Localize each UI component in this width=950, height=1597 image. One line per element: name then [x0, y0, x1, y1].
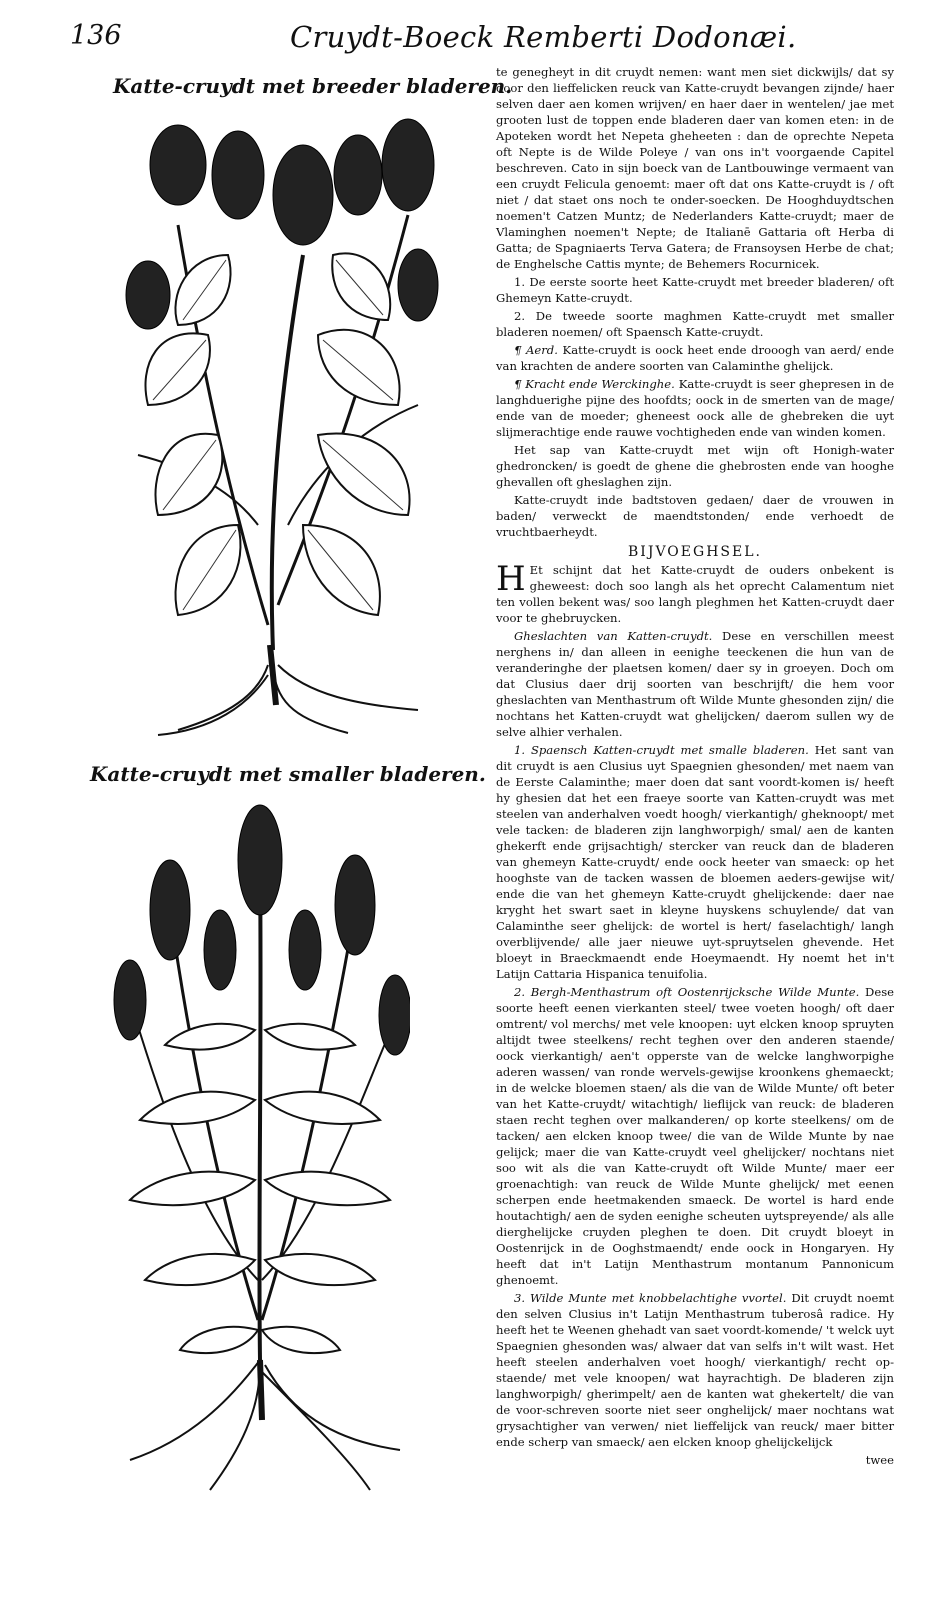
page-number: 136 [70, 20, 122, 51]
species-2-label: 2. Bergh-Menthastrum oft Oostenrijcksche Wilde Munte. [514, 985, 860, 999]
figure-caption-narrow: Katte-cruydt met smaller bladeren. [90, 762, 486, 786]
kracht-paragraph-2: Het sap van Katte-cruydt met wijn oft Honigh-water ghedroncken/ is goedt de ghene die ghebrosten ende van hooghe ghevallen oft gheslaghen zijn. [496, 443, 894, 489]
kracht-label: ¶ Kracht ende Werckinghe. [514, 377, 675, 391]
woodcut-broadleaf-catmint-icon [118, 105, 444, 737]
kracht-paragraph [496, 376, 894, 440]
kracht-paragraph-3: Katte-cruydt inde badtstoven gedaen/ daer de vrouwen in baden/ verweckt de maendtstonden/ ende verhoedt de vruchtbaerheydt. [496, 493, 894, 539]
aerd-text: Katte-cruydt is oock heet ende drooogh van aerd/ ende van krachten de andere soorten van Calaminthe ghelijck. [496, 343, 895, 373]
species-2-text: Dese soorte heeft eenen vierkanten steel/ twee voeten hoogh/ oft daer omtrent/ vol merchs/ met vele knoopen: uyt elcken knoop spruyten altijdt twee steelkens/ recht teghen over den anderen staende/ oock vierkantigh/ aen't opperste van de welcke langhworpighe aderen wassen/ van ronde wervels-gewijse kroonkens ghemaeckt; in de welcke bloemen staen/ als die van de Wilde Munte/ oft beter van het Katte-cruydt/ witachtigh/ lieflijck van reuck: de bladeren staen recht teghen over malkanderen/ op korte steelkens/ om de tacken/ aen elcken knoop twee/ die van de Wilde Munte by nae gelijck; maer die van Katte-cruydt veel ghelijcker/ nochtans niet soo wit als die van Katte-cruydt oft Wilde Munte/ maer eer groenachtigh: van reuck de Wilde Munte ghelijck/ met eenen scherpen ende heetmakenden smaeck. De wortel is hard ende houtachtigh/ aen de syden eenighe scheuten uytspreyende/ als alle dierghelijcke cruyden pleghen te doen. Dit cruydt bloeyt in Oostenrijck in de Ooghstmaendt/ ende oock in Hongaryen. Hy heeft dat in't Latijn Menthastrum montanum Pannonicum ghenoemt. [496, 985, 894, 1287]
kracht-text: Katte-cruydt is seer ghepresen in de langhduerighe pijne des hoofdts; oock in de smerten van de mage/ ende van de moeder; gheneest oock alle de ghebreken die uyt slijmerachtige ende rauwe vochtigheden ende van winden komen. [496, 377, 895, 439]
bijvoeghsel-heading: BIJVOEGHSEL. [628, 544, 762, 560]
bijvoeghsel-text: Et schijnt dat het Katte-cruydt de ouders onbekent is gheweest: doch soo langh als het oprecht Calamentum niet ten vollen bekent was/ soo langh pleghmen het Katten-cruydt daer voor te ghebruycken. [496, 563, 894, 625]
species-1 [496, 742, 894, 982]
species-1-label: 1. Spaensch Katten-cruydt met smalle bladeren. [514, 743, 809, 757]
text-column [496, 64, 894, 1468]
aerd-paragraph [496, 342, 894, 374]
intro-paragraph: te genegheyt in dit cruydt nemen: want men siet dickwijls/ dat sy door den lieffelicken reuck van Katte-cruydt bevangen zijnde/ haer selven daer aen komen wrijven/ en haer daer in wentelen/ jae met grooten lust de toppen ende bladeren daer van komen eten: in de Apoteken wordt het Nepeta gheheeten : dan de oprechte Nepeta oft Nepte is de Wilde Poleye / van ons in't voorgaende Capitel beschreven. Cato in sijn boeck van de Lantbouwinge vermaent van een cruydt Felicula genoemt: maer oft dat ons Katte-cruydt is / oft niet / dat staet ons noch te onder-soecken. De Hooghduydtschen noemen't Catzen Muntz; de Nederlanders Katte-cruydt; maer de Vlaminghen noemen't Nepte; de Italianē Gattaria oft Herba di Gatta; de Spagniaerts Terva Gatera; de Fransoysen Herbe de chat; de Enghelsche Cattis mynte; de Behemers Rocurnicek. [496, 65, 894, 271]
geslachten-text: Dese en verschillen meest nerghens in/ dan alleen in eenighe teeckenen die hun van de veranderinghe der plaetsen komen/ daer sy in groeyen. Doch om dat Clusius daer drij soorten van beschrijft/ die hem voor gheslachten van Menthastrum oft Wilde Munte ghesonden zijn/ die nochtans het Katten-cruydt wat ghelijcken/ daerom sullen wy de selve alhier verhalen. [496, 629, 894, 739]
catchword: twee [865, 1453, 894, 1467]
kind-1: 1. De eerste soorte heet Katte-cruydt met breeder bladeren/ oft Ghemeyn Katte-cruydt. [496, 275, 894, 305]
bijvoeghsel-paragraph [496, 559, 894, 626]
geslachten-label: Gheslachten van Katten-cruydt. [514, 629, 713, 643]
drop-cap: H [496, 559, 526, 599]
geslachten-paragraph [496, 628, 894, 740]
running-title: Cruydt-Boeck Remberti Dodonæi. [290, 20, 797, 54]
aerd-label: ¶ Aerd. [514, 343, 558, 357]
species-1-text: Het sant van dit cruydt is aen Clusius uyt Spaegnien ghesonden/ met naem van de Eerste Calaminthe; maer doen dat sant voordt-komen is/ heeft hy ghesien dat het een fraeye soorte van Katten-cruydt was met steelen van anderhalven voedt hoogh/ vierkantigh/ gheknoopt/ met vele tacken: de bladeren zijn langhworpigh/ smal/ aen de kanten ghekerft ende grijsachtigh/ stercker van reuck dan de bladeren van ghemeyn Katte-cruydt/ ende oock heeter van smaeck: op het hooghste van de tacken wassen de bloemen aeders-gewijse wit/ ende die van het ghemeyn Katte-cruydt ghelijckende: daer nae kryght het swart saet in kleyne huyskens schuylende/ dat van Calaminthe seer ghelijck: de wortel is hert/ faselachtigh/ langh overblijvende/ alle jaer nieuwe uyt-spruytselen ghevende. Het bloeyt in Braeckmaendt ende Hoeymaendt. Hy noemt het in't Latijn Cattaria Hispanica tenuifolia. [496, 743, 894, 981]
kind-2: 2. De tweede soorte maghmen Katte-cruydt met smaller bladeren noemen/ oft Spaensch Katte-cruydt. [496, 309, 894, 339]
species-3 [496, 1290, 894, 1450]
species-3-label: 3. Wilde Munte met knobbelachtighe vvortel. [514, 1291, 787, 1305]
woodcut-narrowleaf-catmint-icon [110, 800, 410, 1500]
species-2 [496, 984, 894, 1288]
figure-caption-broad: Katte-cruydt met breeder bladeren. [113, 74, 513, 98]
species-3-text: Dit cruydt noemt den selven Clusius in't Latijn Menthastrum tuberosâ radice. Hy heeft het te Weenen ghehadt van saet voordt-komende/ 't welck uyt Spaegnien ghesonden was/ alwaer dat van selfs in't wilt wast. Het heeft steelen anderhalven voet hoogh/ vierkantigh/ recht op-staende/ met vele knoopen/ wat hayrachtigh. De bladeren zijn langhworpigh/ gherimpelt/ aen de kanten wat ghekertelt/ die van de voor-schreven soorte niet seer onghelijck/ maer nochtans wat grysachtigher van verwen/ niet lieffelijck van reuck/ maer bitter ende scherp van smaeck/ aen elcken knoop ghelijckelijck [496, 1291, 894, 1449]
